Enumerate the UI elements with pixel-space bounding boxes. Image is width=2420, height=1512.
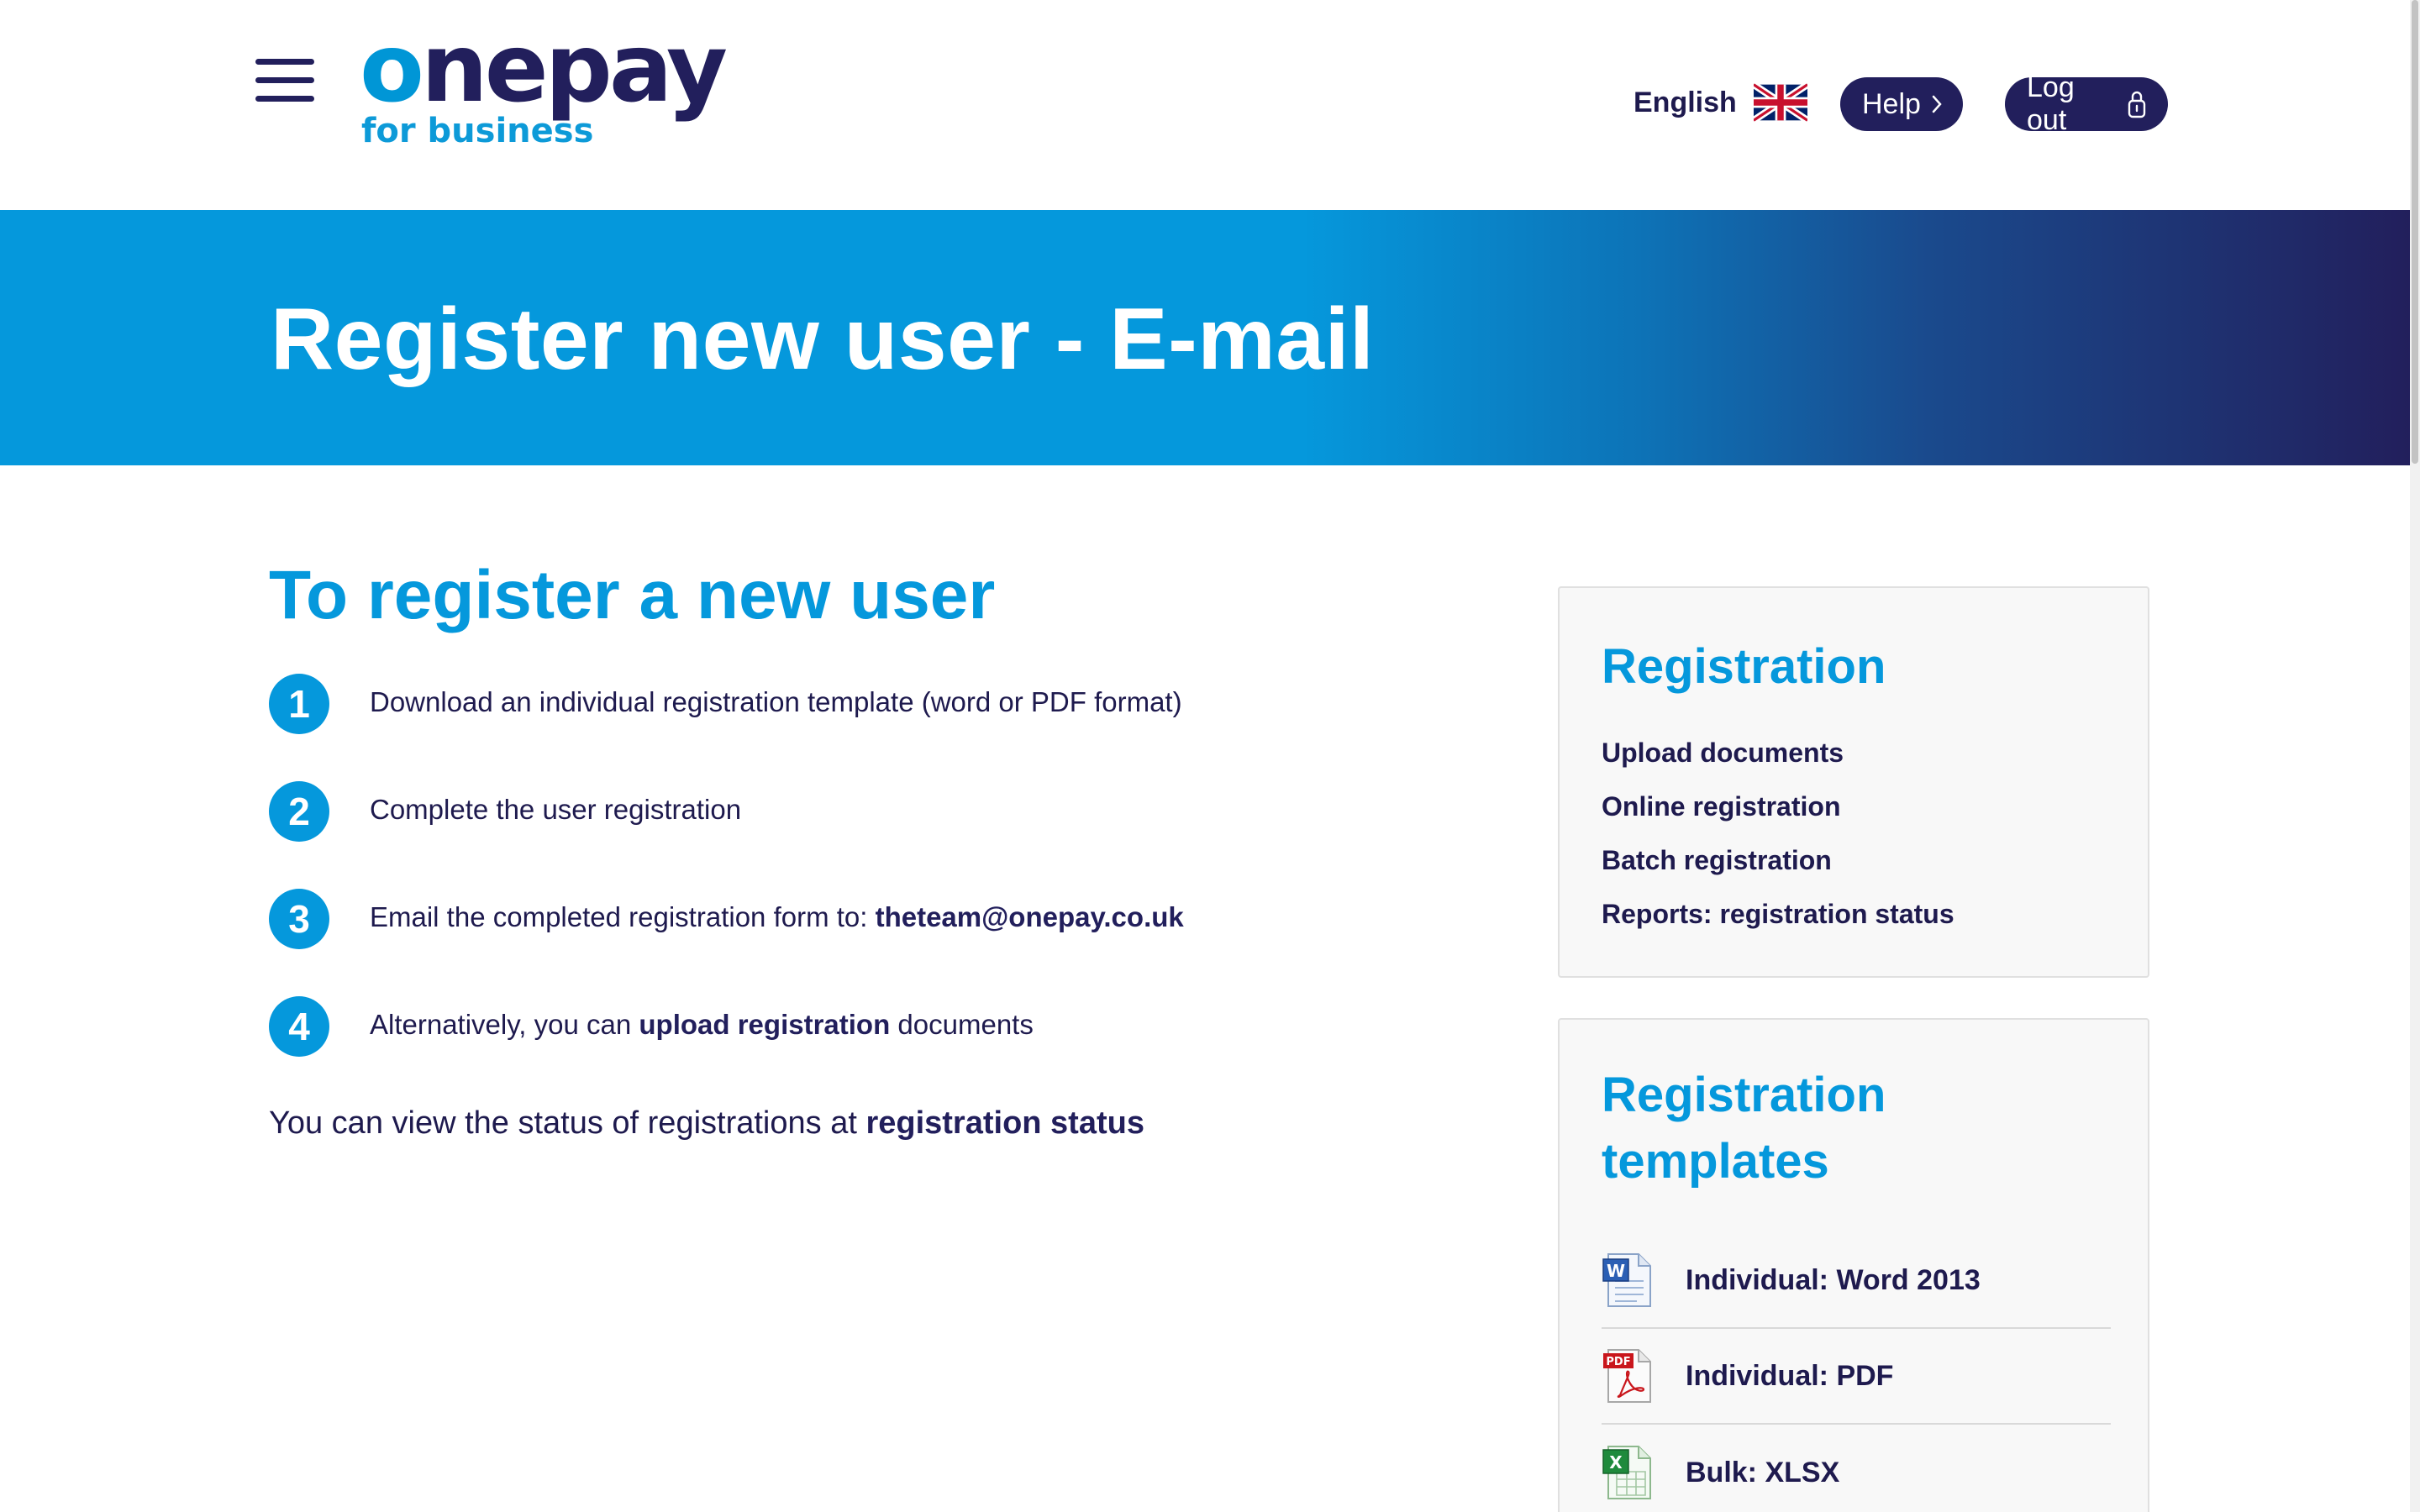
step-text — [370, 1008, 1034, 1042]
templates-card-title: Registration templates — [1602, 1068, 1886, 1189]
help-button[interactable] — [1840, 77, 1963, 131]
online-registration-link[interactable]: Online registration — [1602, 791, 1841, 822]
help-label: Help — [1862, 87, 1921, 120]
logout-button[interactable] — [2005, 71, 2168, 136]
step-text-prefix: Alternatively, you can — [370, 1009, 639, 1040]
chevron-right-icon — [1931, 94, 1943, 114]
status-note — [269, 1105, 1144, 1142]
step-item — [269, 674, 1445, 781]
logo-wordmark: onepay — [360, 14, 724, 123]
page-banner — [0, 210, 2410, 465]
excel-doc-icon — [1602, 1445, 1654, 1500]
batch-registration-link[interactable]: Batch registration — [1602, 845, 1832, 875]
registration-links — [1602, 726, 1954, 941]
step-text-prefix: Email the completed registration form to: — [370, 901, 876, 932]
registration-status-report-link[interactable]: Reports: registration status — [1602, 899, 1954, 929]
step-item — [269, 996, 1445, 1104]
status-note-text: You can view the status of registrations at — [269, 1105, 866, 1141]
logout-label: Log out — [2027, 71, 2075, 136]
templates-list — [1602, 1233, 2111, 1512]
upload-registration-link[interactable]: upload registration — [639, 1009, 891, 1040]
onepay-logo[interactable] — [360, 14, 724, 160]
svg-text:W: W — [1606, 1261, 1626, 1281]
padlock-icon — [2128, 90, 2146, 118]
section-heading: To register a new user — [269, 557, 996, 633]
email-link[interactable]: theteam@onepay.co.uk — [875, 901, 1184, 932]
template-label: Individual: PDF — [1686, 1359, 1894, 1392]
template-label: Bulk: XLSX — [1686, 1456, 1840, 1488]
upload-documents-link[interactable]: Upload documents — [1602, 738, 1844, 768]
step-number: 1 — [269, 674, 329, 734]
registration-card-title: Registration — [1602, 639, 1886, 694]
svg-text:X: X — [1609, 1452, 1623, 1473]
uk-flag-icon — [1754, 83, 1807, 122]
menu-icon[interactable] — [255, 59, 316, 102]
step-text-suffix: documents — [890, 1009, 1034, 1040]
template-label: Individual: Word 2013 — [1686, 1263, 1981, 1296]
step-text: Complete the user registration — [370, 794, 742, 825]
template-item-pdf[interactable] — [1602, 1329, 2111, 1425]
page-title: Register new user - E-mail — [271, 291, 1375, 388]
step-number: 3 — [269, 889, 329, 949]
pdf-doc-icon — [1602, 1348, 1654, 1404]
step-number: 4 — [269, 996, 329, 1057]
site-header — [0, 0, 2420, 210]
step-text — [370, 900, 1184, 934]
logo-tagline: for business — [361, 112, 594, 150]
svg-text:PDF: PDF — [1606, 1356, 1631, 1368]
template-item-xlsx[interactable] — [1602, 1425, 2111, 1512]
registration-card — [1558, 586, 2149, 978]
template-item-word[interactable] — [1602, 1233, 2111, 1329]
language-label: English — [1634, 86, 1737, 118]
word-doc-icon — [1602, 1252, 1654, 1308]
scrollbar-thumb[interactable] — [2412, 0, 2418, 464]
steps-list — [269, 674, 1445, 1104]
templates-card — [1558, 1018, 2149, 1512]
step-number: 2 — [269, 781, 329, 842]
step-text: Download an individual registration template (word or PDF format) — [370, 686, 1182, 717]
step-item — [269, 781, 1445, 889]
step-item — [269, 889, 1445, 996]
language-selector[interactable] — [1634, 86, 1807, 119]
registration-status-link[interactable]: registration status — [865, 1105, 1144, 1141]
